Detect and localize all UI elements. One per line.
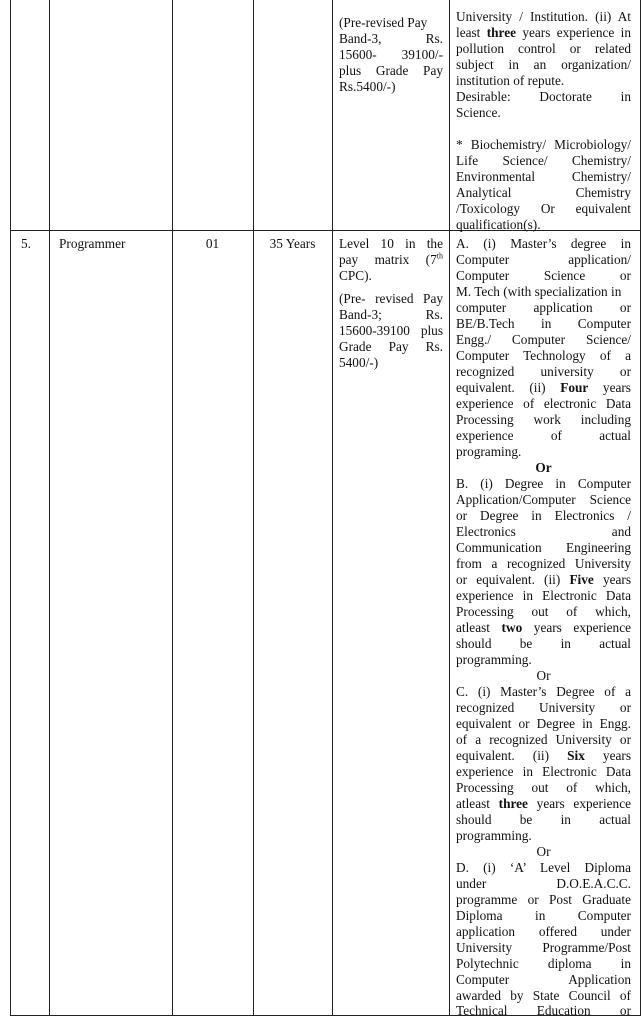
qualification-line: Computer Science or bbox=[456, 268, 631, 283]
qualification-line: atleast three years experience bbox=[456, 796, 631, 811]
column-divider-1 bbox=[49, 0, 50, 1016]
qualification-line: recognized University or bbox=[456, 700, 631, 715]
qualification-line: Computer Application bbox=[456, 972, 631, 987]
qualification-line: institution of repute. bbox=[456, 73, 565, 88]
qualification-line: equivalent. (ii) Four years bbox=[456, 380, 631, 395]
qualification-line: Science. bbox=[456, 105, 501, 120]
pay-line: Rs.5400/-) bbox=[339, 79, 396, 94]
ordinal-superscript: th bbox=[436, 251, 443, 261]
vacancy-count: 01 bbox=[205, 236, 220, 251]
qualification-line: D. (i) ‘A’ Level Diploma bbox=[456, 860, 631, 875]
qualification-line: programming. bbox=[456, 828, 532, 843]
qualification-line: application offered under bbox=[456, 924, 631, 939]
pay-level-line: CPC). bbox=[339, 268, 372, 283]
qualification-line: subject in an organization/ bbox=[456, 57, 631, 72]
prerevised-pay-line: (Pre- revised Pay bbox=[339, 291, 443, 306]
qualification-line: recognized university or bbox=[456, 364, 631, 379]
column-divider-4 bbox=[332, 0, 333, 1016]
qualification-line: programme or Post Graduate bbox=[456, 892, 631, 907]
qualification-line: equivalent. (ii) Six years bbox=[456, 748, 631, 763]
qualification-line: Desirable: Doctorate in bbox=[456, 89, 631, 104]
qualification-line: from a recognized University bbox=[456, 556, 631, 571]
pay-line: 15600- 39100/- bbox=[339, 47, 443, 62]
qualification-line: Electronics and bbox=[456, 524, 631, 539]
pay-level-line: Level 10 in the bbox=[339, 236, 443, 251]
qualification-line: Computer Technology of a bbox=[456, 348, 631, 363]
column-divider-2 bbox=[172, 0, 173, 1016]
qualification-line: Application/Computer Science bbox=[456, 492, 631, 507]
qualification-line: Environmental Chemistry/ bbox=[456, 169, 631, 184]
table-right-border bbox=[640, 0, 641, 1016]
qualification-line: experience of electronic Data bbox=[456, 396, 631, 411]
qualification-line: under D.O.E.A.C.C. bbox=[456, 876, 631, 891]
prerevised-pay-line: Grade Pay Rs. bbox=[339, 339, 443, 354]
qualification-line: qualification(s). bbox=[456, 217, 541, 232]
prerevised-pay-line: 5400/-) bbox=[339, 355, 379, 370]
qualification-line: Life Science/ Chemistry/ bbox=[456, 153, 631, 168]
qualification-line: least three years experience in bbox=[456, 25, 631, 40]
qualification-line: * Biochemistry/ Microbiology/ bbox=[456, 137, 631, 152]
qualification-line: C. (i) Master’s Degree of a bbox=[456, 684, 631, 699]
pay-level-line: pay matrix (7th bbox=[339, 251, 443, 267]
qualification-line: Processing out of which, bbox=[456, 604, 631, 619]
or-separator: Or bbox=[536, 844, 551, 859]
prerevised-pay-line: 15600-39100 plus bbox=[339, 323, 443, 338]
qualification-line: Diploma in Computer bbox=[456, 908, 631, 923]
qualification-line: /Toxicology Or equivalent bbox=[456, 201, 631, 216]
qualification-line: atleast two years experience bbox=[456, 620, 632, 635]
table-left-border bbox=[10, 0, 11, 1016]
qualification-line: Computer application/ bbox=[456, 252, 631, 267]
qualification-line: BE/B.Tech in Computer bbox=[456, 316, 631, 331]
qualification-line: or Degree in Electronics / bbox=[456, 508, 631, 523]
qualification-line: Engg./ Computer Science/ bbox=[456, 332, 631, 347]
qualification-line: of a recognized University or bbox=[456, 732, 631, 747]
pay-line: plus Grade Pay bbox=[339, 63, 443, 78]
pay-line: Band-3, Rs. bbox=[339, 31, 443, 46]
qualification-line: Technical Education or bbox=[456, 1003, 631, 1018]
age-limit: 35 Years bbox=[269, 236, 316, 251]
qualification-line: should be in actual bbox=[456, 636, 631, 651]
pay-line: (Pre-revised Pay bbox=[339, 15, 428, 30]
qualification-line: Processing work including bbox=[456, 412, 631, 427]
qualification-line: equivalent or Degree in Engg. bbox=[456, 716, 631, 731]
qualification-line: experience in Electronic Data bbox=[456, 588, 631, 603]
qualification-line: programing. bbox=[456, 444, 522, 459]
qualification-line: M. Tech (with specialization in bbox=[456, 284, 622, 299]
qualification-line: B. (i) Degree in Computer bbox=[456, 476, 631, 491]
qualification-line: University / Institution. (ii) At bbox=[456, 9, 631, 24]
or-separator: Or bbox=[536, 668, 551, 683]
serial-number: 5. bbox=[21, 236, 31, 251]
post-name: Programmer bbox=[59, 236, 126, 251]
qualification-line: A. (i) Master’s degree in bbox=[456, 236, 631, 251]
qualification-line: or equivalent. (ii) Five years bbox=[456, 572, 631, 587]
qualification-line: experience in Electronic Data bbox=[456, 764, 631, 779]
qualification-line: pollution control or related bbox=[456, 41, 631, 56]
qualification-line: experience of actual bbox=[456, 428, 631, 443]
qualification-line: Communication Engineering bbox=[456, 540, 631, 555]
qualification-line: Polytechnic diploma in bbox=[456, 956, 631, 971]
qualification-line: Processing out of which, bbox=[456, 780, 631, 795]
qualification-line: University Programme/Post bbox=[456, 940, 631, 955]
or-separator: Or bbox=[535, 460, 552, 475]
qualification-line: Analytical Chemistry bbox=[456, 185, 631, 200]
qualification-line: should be in actual bbox=[456, 812, 631, 827]
prerevised-pay-line: Band-3; Rs. bbox=[339, 307, 443, 322]
qualification-line: computer application or bbox=[456, 300, 631, 315]
qualification-line: awarded by State Council of bbox=[456, 988, 631, 1003]
column-divider-3 bbox=[253, 0, 254, 1016]
qualification-line: programming. bbox=[456, 652, 532, 667]
column-divider-5 bbox=[449, 0, 450, 1016]
